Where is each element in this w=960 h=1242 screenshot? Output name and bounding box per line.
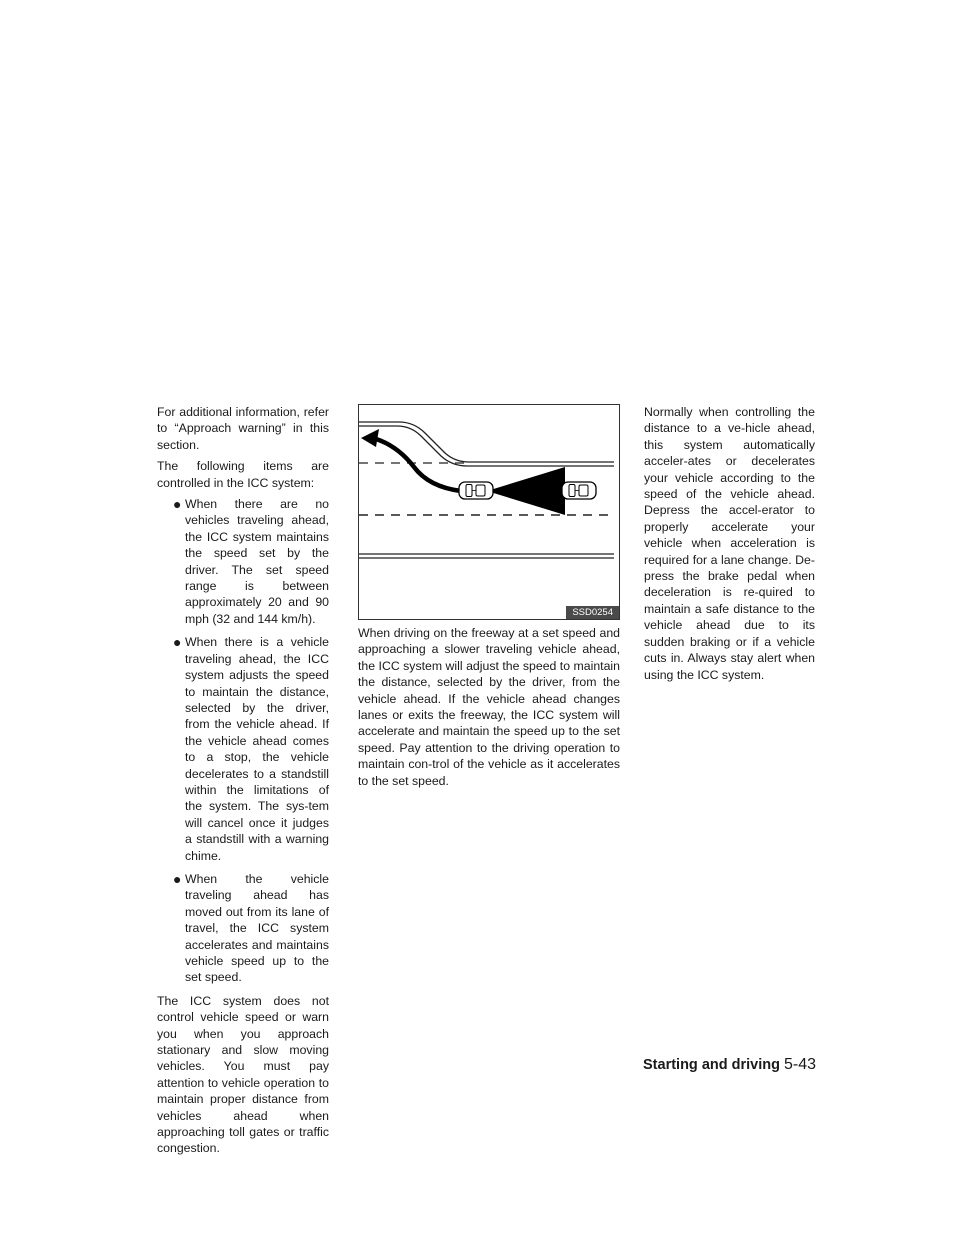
bullet-icon: ● <box>173 870 182 887</box>
page-footer <box>643 1056 816 1074</box>
list-item <box>157 634 329 864</box>
road-diagram <box>359 405 619 619</box>
list-item <box>157 871 329 986</box>
figure-label: SSD0254 <box>566 606 619 619</box>
vehicle-ahead-icon <box>562 482 596 499</box>
acceleration-paragraph: Normally when controlling the distance to a ve-hicle ahead, this system automatically acceler-ates or decelerates your vehicle according to the speed of the vehicle ahead. Depress the accel-erator to properly accelerate your vehicle when acceleration is required for a lane change. De-press the brake pedal when deceleration is re-quired to maintain a safe distance to the vehicle ahead due to its sudden braking or if a vehicle cuts in. Always stay alert when using the ICC system. <box>644 405 815 682</box>
lane-change-arrow <box>373 438 461 491</box>
freeway-lane-change-figure <box>358 404 620 620</box>
road-edge-outer <box>359 422 614 462</box>
radar-detection-cone <box>487 467 565 515</box>
page-number: 5-43 <box>783 1056 816 1073</box>
lead-paragraph: The following items are controlled in the ICC system: <box>157 459 329 490</box>
list-item <box>157 496 329 627</box>
list-item-text: When the vehicle traveling ahead has moved out from its lane of travel, the ICC system accelerates and maintains vehicle speed up to the set speed. <box>185 871 329 985</box>
intro-paragraph: For additional information, refer to “Approach warning” in this section. <box>157 405 329 452</box>
column-middle <box>358 404 620 794</box>
freeway-paragraph: When driving on the freeway at a set speed and approaching a slower traveling vehicle ahead, the ICC system will adjust the speed to maintain the distance, selected by the driver, from the vehicle ahead. If the vehicle ahead changes lanes or exits the freeway, the ICC system will accelerate and maintain the speed up to the set speed. Pay attention to the driving operation to maintain con-trol of the vehicle as it accelerates to the set speed. <box>358 626 620 788</box>
controlled-items-list <box>157 496 329 986</box>
bullet-icon: ● <box>173 634 182 651</box>
road-edge-inner <box>359 426 614 466</box>
column-left <box>157 404 329 1162</box>
list-item-text: When there are no vehicles traveling ahead, the ICC system maintains the speed set by the driver. The set speed range is between approximately 20 and 90 mph (32 and 144 km/h). <box>185 497 329 626</box>
closing-paragraph: The ICC system does not control vehicle speed or warn you when you approach stationary and slow moving vehicles. You must pay attention to vehicle operation to maintain proper distance from vehicles ahead when approaching toll gates or traffic congestion. <box>157 993 329 1156</box>
arrow-head-icon <box>361 429 379 447</box>
column-right <box>644 404 815 688</box>
bullet-icon: ● <box>173 496 182 513</box>
list-item-text: When there is a vehicle traveling ahead, the ICC system adjusts the speed to maintain the distance, selected by the driver, from the vehicle ahead. If the vehicle ahead comes to a stop, the vehicle decelerates to a standstill within the limitations of the system. The sys-tem will cancel once it judges a standstill with a warning chime. <box>185 635 329 863</box>
own-vehicle-icon <box>459 482 493 499</box>
section-title: Starting and driving <box>643 1057 780 1073</box>
